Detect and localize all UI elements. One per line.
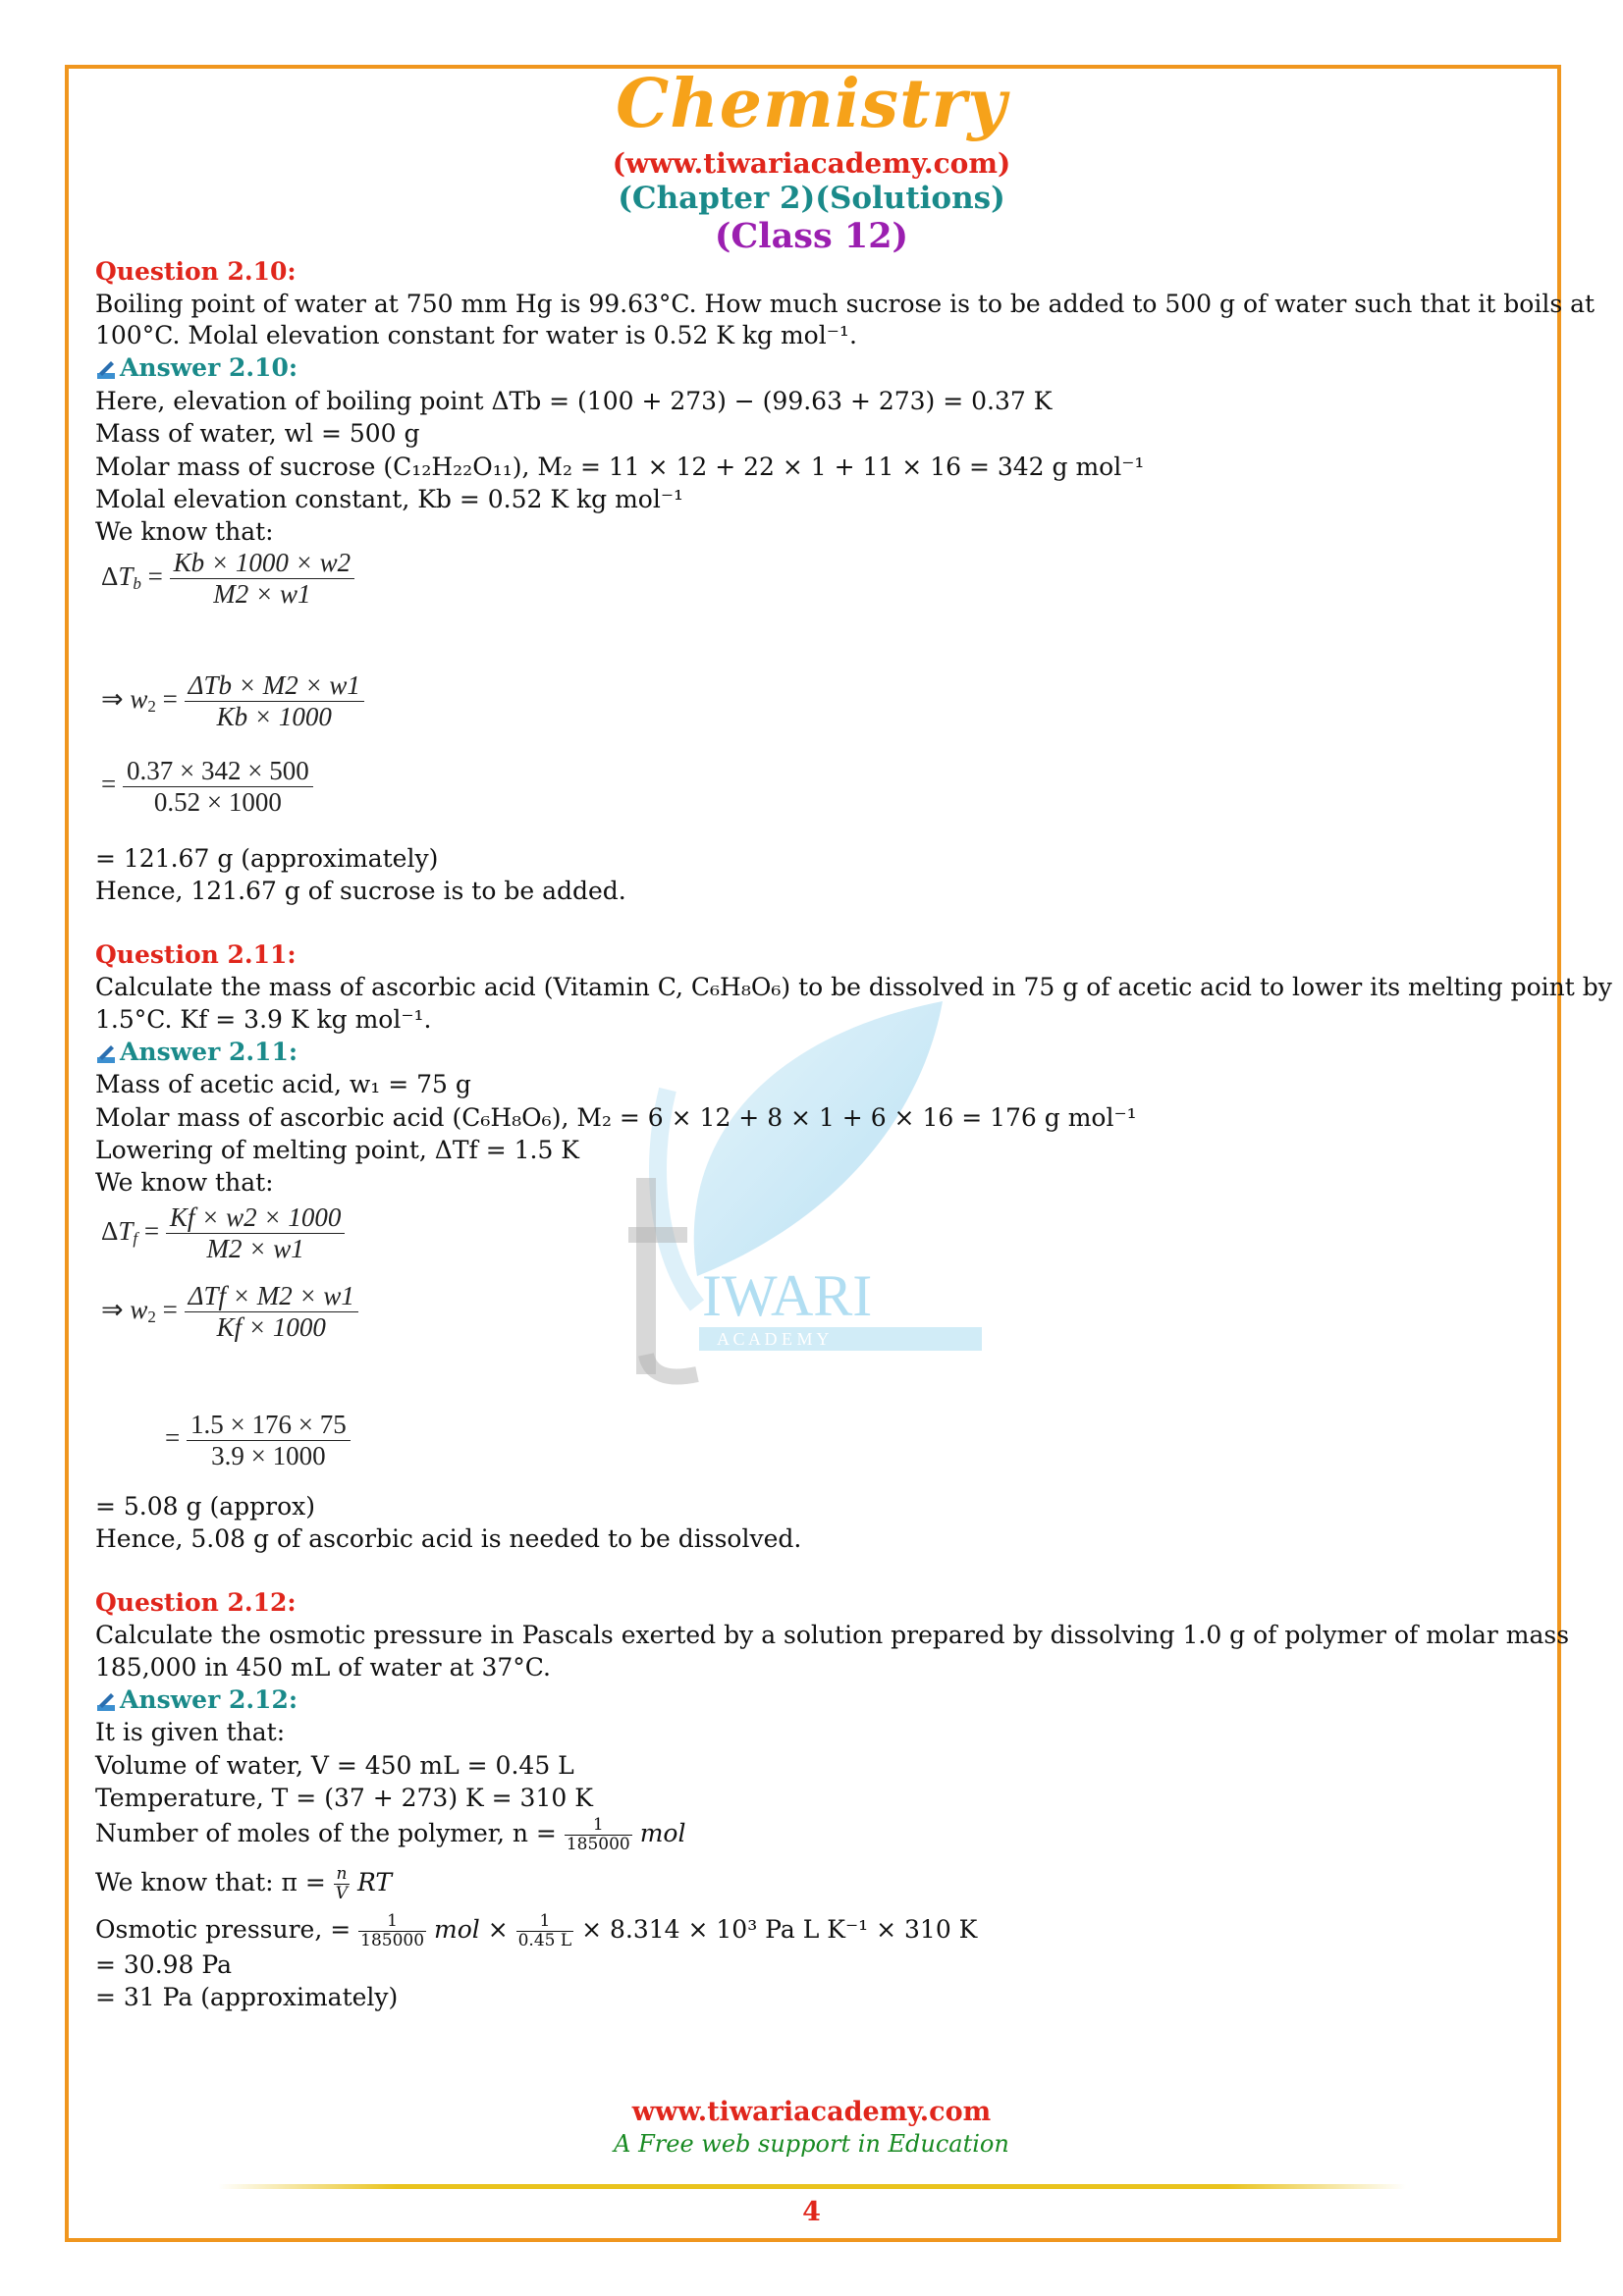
equation-denominator: 3.9 × 1000 xyxy=(211,1441,326,1470)
answer-2-10-line: Mass of water, wl = 500 g xyxy=(95,419,420,448)
answer-2-12-line: Volume of water, V = 450 mL = 0.45 L xyxy=(95,1751,574,1780)
equation-denominator: 0.52 × 1000 xyxy=(153,787,282,817)
page-title: Chemistry xyxy=(616,65,1007,143)
answer-2-12-osmotic-line: Osmotic pressure, = $\frac{1}{185000}$ mol × $\frac{1}{0.45 L}$ × 8.314 × 10³ Pa L K⁻¹ × 310 K xyxy=(95,1911,978,1950)
equation-2-10-c: = $\frac{0.37 \times 342 \times 500}{0.52 \times 1000}$ xyxy=(101,756,313,818)
watermark-subtext: A C A D E M Y xyxy=(717,1329,830,1349)
footer-divider xyxy=(218,2184,1406,2189)
equation-numerator: Kb × 1000 × w2 xyxy=(170,548,354,579)
chapter-heading: (Chapter 2)(Solutions) xyxy=(618,181,1005,216)
equation-denominator: Kf × 1000 xyxy=(216,1312,326,1342)
osmotic-tail: × 8.314 × 10³ Pa L K⁻¹ × 310 K xyxy=(581,1915,978,1944)
osmotic-label: Osmotic pressure, = xyxy=(95,1915,352,1944)
equation-numerator: Kf × w2 × 1000 xyxy=(166,1202,345,1234)
fraction-numerator: 1 xyxy=(565,1816,632,1836)
question-2-11-text-line2: 1.5°C. Kf = 3.9 K kg mol⁻¹. xyxy=(95,1005,432,1034)
question-2-11-text-line1: Calculate the mass of ascorbic acid (Vitamin C, C₆H₈O₆) to be dissolved in 75 g of acetic acid to lower its melting point by xyxy=(95,973,1612,1001)
watermark-text: IWARI xyxy=(702,1263,873,1328)
answer-2-12-moles-line xyxy=(95,1816,685,1854)
pen-icon xyxy=(95,359,117,381)
equation-2-10-b: ⇒ $w_2$ = $\frac{\text{ΔTb × M2 × w1}}{Kb \times 1000}$ xyxy=(101,670,364,732)
equation-denominator: M2 × w1 xyxy=(206,1234,304,1263)
answer-2-11-line: Mass of acetic acid, w₁ = 75 g xyxy=(95,1070,471,1098)
answer-2-10-label: Answer 2.10: xyxy=(120,353,298,382)
answer-2-10-line: Molal elevation constant, Kb = 0.52 K kg mol⁻¹ xyxy=(95,485,684,513)
moles-unit: mol xyxy=(639,1819,686,1847)
question-2-10-label: Question 2.10: xyxy=(95,257,297,286)
equation-denominator: Kb × 1000 xyxy=(216,702,332,731)
footer-site-link[interactable]: www.tiwariacademy.com xyxy=(631,2097,992,2127)
know-label: We know that: π = xyxy=(95,1868,326,1896)
equation-denominator: M2 × w1 xyxy=(213,579,311,609)
question-2-11-label: Question 2.11: xyxy=(95,940,297,969)
answer-2-10-conclusion: Hence, 121.67 g of sucrose is to be added. xyxy=(95,877,626,905)
equation-2-11-a: $\Delta T_f$ = $\frac{Kf \times w2 \times 1000}{M2 \times w1}$ xyxy=(101,1202,345,1264)
answer-2-12-label: Answer 2.12: xyxy=(120,1685,298,1714)
answer-2-12-formula-line: We know that: π = $\frac{n}{V}$ RT xyxy=(95,1864,393,1903)
equation-numerator: 0.37 × 342 × 500 xyxy=(123,756,313,787)
answer-2-11-line: Molar mass of ascorbic acid (C₆H₈O₆), M₂ = 6 × 12 + 8 × 1 + 6 × 16 = 176 g mol⁻¹ xyxy=(95,1103,1137,1132)
answer-2-10-result: = 121.67 g (approximately) xyxy=(95,844,439,873)
equation-2-11-b: ⇒ $w_2$ = $\frac{\text{ΔTf × M2 × w1}}{Kf \times 1000}$ xyxy=(101,1281,358,1343)
answer-2-12-heading xyxy=(95,1685,298,1715)
equation-numerator: ΔTf × M2 × w1 xyxy=(185,1281,358,1312)
question-2-10-text-line2: 100°C. Molal elevation constant for water is 0.52 K kg mol⁻¹. xyxy=(95,321,857,349)
answer-2-10-line: We know that: xyxy=(95,517,274,546)
question-2-12-text-line1: Calculate the osmotic pressure in Pascals exerted by a solution prepared by dissolving 1.0 g of polymer of molar mass xyxy=(95,1621,1570,1649)
answer-2-11-line: We know that: xyxy=(95,1168,274,1197)
pen-icon xyxy=(95,1043,117,1065)
fraction-denominator: 185000 xyxy=(566,1835,630,1854)
answer-2-12-line: Temperature, T = (37 + 273) K = 310 K xyxy=(95,1784,593,1812)
answer-2-10-line: Molar mass of sucrose (C₁₂H₂₂O₁₁), M₂ = 11 × 12 + 22 × 1 + 11 × 16 = 342 g mol⁻¹ xyxy=(95,453,1145,481)
page-number: 4 xyxy=(802,2197,821,2227)
footer-tagline: A Free web support in Education xyxy=(614,2130,1009,2158)
pen-icon xyxy=(95,1691,117,1713)
question-2-12-text-line2: 185,000 in 450 mL of water at 37°C. xyxy=(95,1653,551,1682)
answer-2-11-heading xyxy=(95,1038,298,1067)
class-heading: (Class 12) xyxy=(714,216,909,256)
equation-numerator: 1.5 × 176 × 75 xyxy=(187,1410,351,1441)
answer-2-10-heading xyxy=(95,353,298,383)
fraction-numerator: 1 xyxy=(516,1912,574,1932)
equation-numerator: ΔTb × M2 × w1 xyxy=(185,670,364,702)
answer-2-11-conclusion: Hence, 5.08 g of ascorbic acid is needed to be dissolved. xyxy=(95,1524,802,1553)
answer-2-10-line: Here, elevation of boiling point ΔTb = (100 + 273) − (99.63 + 273) = 0.37 K xyxy=(95,387,1053,415)
answer-2-12-line: It is given that: xyxy=(95,1718,286,1746)
header-site-link[interactable]: (www.tiwariacademy.com) xyxy=(612,147,1011,180)
moles-label: Number of moles of the polymer, n = xyxy=(95,1819,557,1847)
fraction-denominator: 185000 xyxy=(360,1931,425,1950)
answer-2-11-result: = 5.08 g (approx) xyxy=(95,1492,315,1521)
question-2-12-label: Question 2.12: xyxy=(95,1588,297,1617)
answer-2-12-result-approx: = 31 Pa (approximately) xyxy=(95,1983,399,2011)
question-2-10-text-line1: Boiling point of water at 750 mm Hg is 99.63°C. How much sucrose is to be added to 500 g of water such that it boils at xyxy=(95,290,1596,318)
tiwari-academy-watermark xyxy=(628,982,982,1394)
answer-2-11-label: Answer 2.11: xyxy=(120,1038,298,1066)
equation-2-11-c: = $\frac{1.5 \times 176 \times 75}{3.9 \times 1000}$ xyxy=(165,1410,351,1471)
answer-2-12-result: = 30.98 Pa xyxy=(95,1950,233,1979)
equation-2-10-a: $\Delta T_b$ = $\frac{Kb \times 1000 \times w2}{M2 \times w1}$ xyxy=(101,548,354,610)
fraction-numerator: 1 xyxy=(358,1912,426,1932)
answer-2-11-line: Lowering of melting point, ΔTf = 1.5 K xyxy=(95,1136,579,1164)
fraction-denominator: 0.45 L xyxy=(517,1931,572,1950)
